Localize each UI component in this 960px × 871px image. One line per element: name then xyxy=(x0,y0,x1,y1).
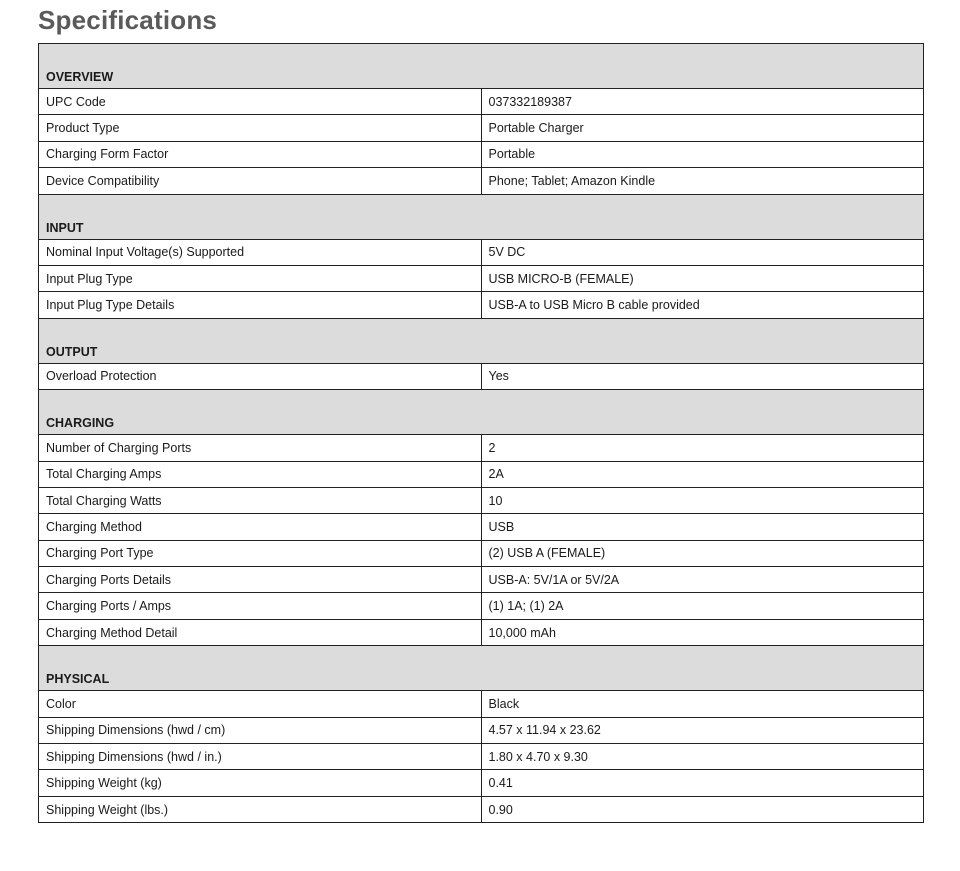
spec-value: 037332189387 xyxy=(481,89,924,115)
spec-label: Shipping Dimensions (hwd / in.) xyxy=(39,744,482,770)
spec-row xyxy=(39,567,924,593)
spec-row xyxy=(39,796,924,822)
spec-label: Color xyxy=(39,691,482,717)
spec-label: Charging Form Factor xyxy=(39,141,482,167)
spec-value: 1.80 x 4.70 x 9.30 xyxy=(481,744,924,770)
spec-label: Charging Ports Details xyxy=(39,567,482,593)
spec-value: Portable Charger xyxy=(481,115,924,141)
spec-label: Charging Method xyxy=(39,514,482,540)
spec-table xyxy=(38,43,924,823)
spec-row xyxy=(39,168,924,194)
spec-value: 4.57 x 11.94 x 23.62 xyxy=(481,717,924,743)
spec-label: Number of Charging Ports xyxy=(39,435,482,461)
spec-row xyxy=(39,239,924,265)
section-header-row xyxy=(39,194,924,239)
spec-row xyxy=(39,141,924,167)
spec-label: Device Compatibility xyxy=(39,168,482,194)
spec-row xyxy=(39,89,924,115)
section-header-row xyxy=(39,44,924,89)
spec-value: (2) USB A (FEMALE) xyxy=(481,540,924,566)
spec-row xyxy=(39,265,924,291)
spec-row xyxy=(39,619,924,645)
spec-value: 10,000 mAh xyxy=(481,619,924,645)
spec-label: Shipping Weight (kg) xyxy=(39,770,482,796)
spec-label: Charging Method Detail xyxy=(39,619,482,645)
spec-label: Shipping Dimensions (hwd / cm) xyxy=(39,717,482,743)
section-header-row xyxy=(39,390,924,435)
spec-value: (1) 1A; (1) 2A xyxy=(481,593,924,619)
spec-row xyxy=(39,593,924,619)
spec-value: 2 xyxy=(481,435,924,461)
spec-table-body xyxy=(39,44,924,823)
spec-label: Charging Port Type xyxy=(39,540,482,566)
spec-value: Black xyxy=(481,691,924,717)
spec-label: Total Charging Watts xyxy=(39,487,482,513)
spec-row xyxy=(39,514,924,540)
section-header-row xyxy=(39,318,924,363)
spec-label: Total Charging Amps xyxy=(39,461,482,487)
section-heading: CHARGING xyxy=(39,390,924,435)
spec-value: Phone; Tablet; Amazon Kindle xyxy=(481,168,924,194)
section-header-row xyxy=(39,646,924,691)
spec-label: Nominal Input Voltage(s) Supported xyxy=(39,239,482,265)
spec-value: 0.90 xyxy=(481,796,924,822)
spec-value: USB xyxy=(481,514,924,540)
spec-row xyxy=(39,691,924,717)
spec-value: 2A xyxy=(481,461,924,487)
spec-row xyxy=(39,292,924,318)
spec-label: Charging Ports / Amps xyxy=(39,593,482,619)
spec-value: 5V DC xyxy=(481,239,924,265)
spec-row xyxy=(39,435,924,461)
spec-value: Portable xyxy=(481,141,924,167)
spec-row xyxy=(39,461,924,487)
spec-label: Input Plug Type Details xyxy=(39,292,482,318)
spec-value: USB MICRO-B (FEMALE) xyxy=(481,265,924,291)
section-heading: PHYSICAL xyxy=(39,646,924,691)
spec-row xyxy=(39,540,924,566)
spec-row xyxy=(39,770,924,796)
spec-label: Shipping Weight (lbs.) xyxy=(39,796,482,822)
spec-label: Overload Protection xyxy=(39,363,482,389)
spec-value: USB-A: 5V/1A or 5V/2A xyxy=(481,567,924,593)
spec-label: Product Type xyxy=(39,115,482,141)
spec-value: Yes xyxy=(481,363,924,389)
spec-row xyxy=(39,487,924,513)
spec-value: 10 xyxy=(481,487,924,513)
spec-row xyxy=(39,744,924,770)
page-title: Specifications xyxy=(38,5,218,35)
section-heading: INPUT xyxy=(39,194,924,239)
spec-value: USB-A to USB Micro B cable provided xyxy=(481,292,924,318)
spec-value: 0.41 xyxy=(481,770,924,796)
spec-row xyxy=(39,717,924,743)
section-heading: OVERVIEW xyxy=(39,44,924,89)
spec-row xyxy=(39,115,924,141)
spec-row xyxy=(39,363,924,389)
spec-label: UPC Code xyxy=(39,89,482,115)
spec-label: Input Plug Type xyxy=(39,265,482,291)
section-heading: OUTPUT xyxy=(39,318,924,363)
